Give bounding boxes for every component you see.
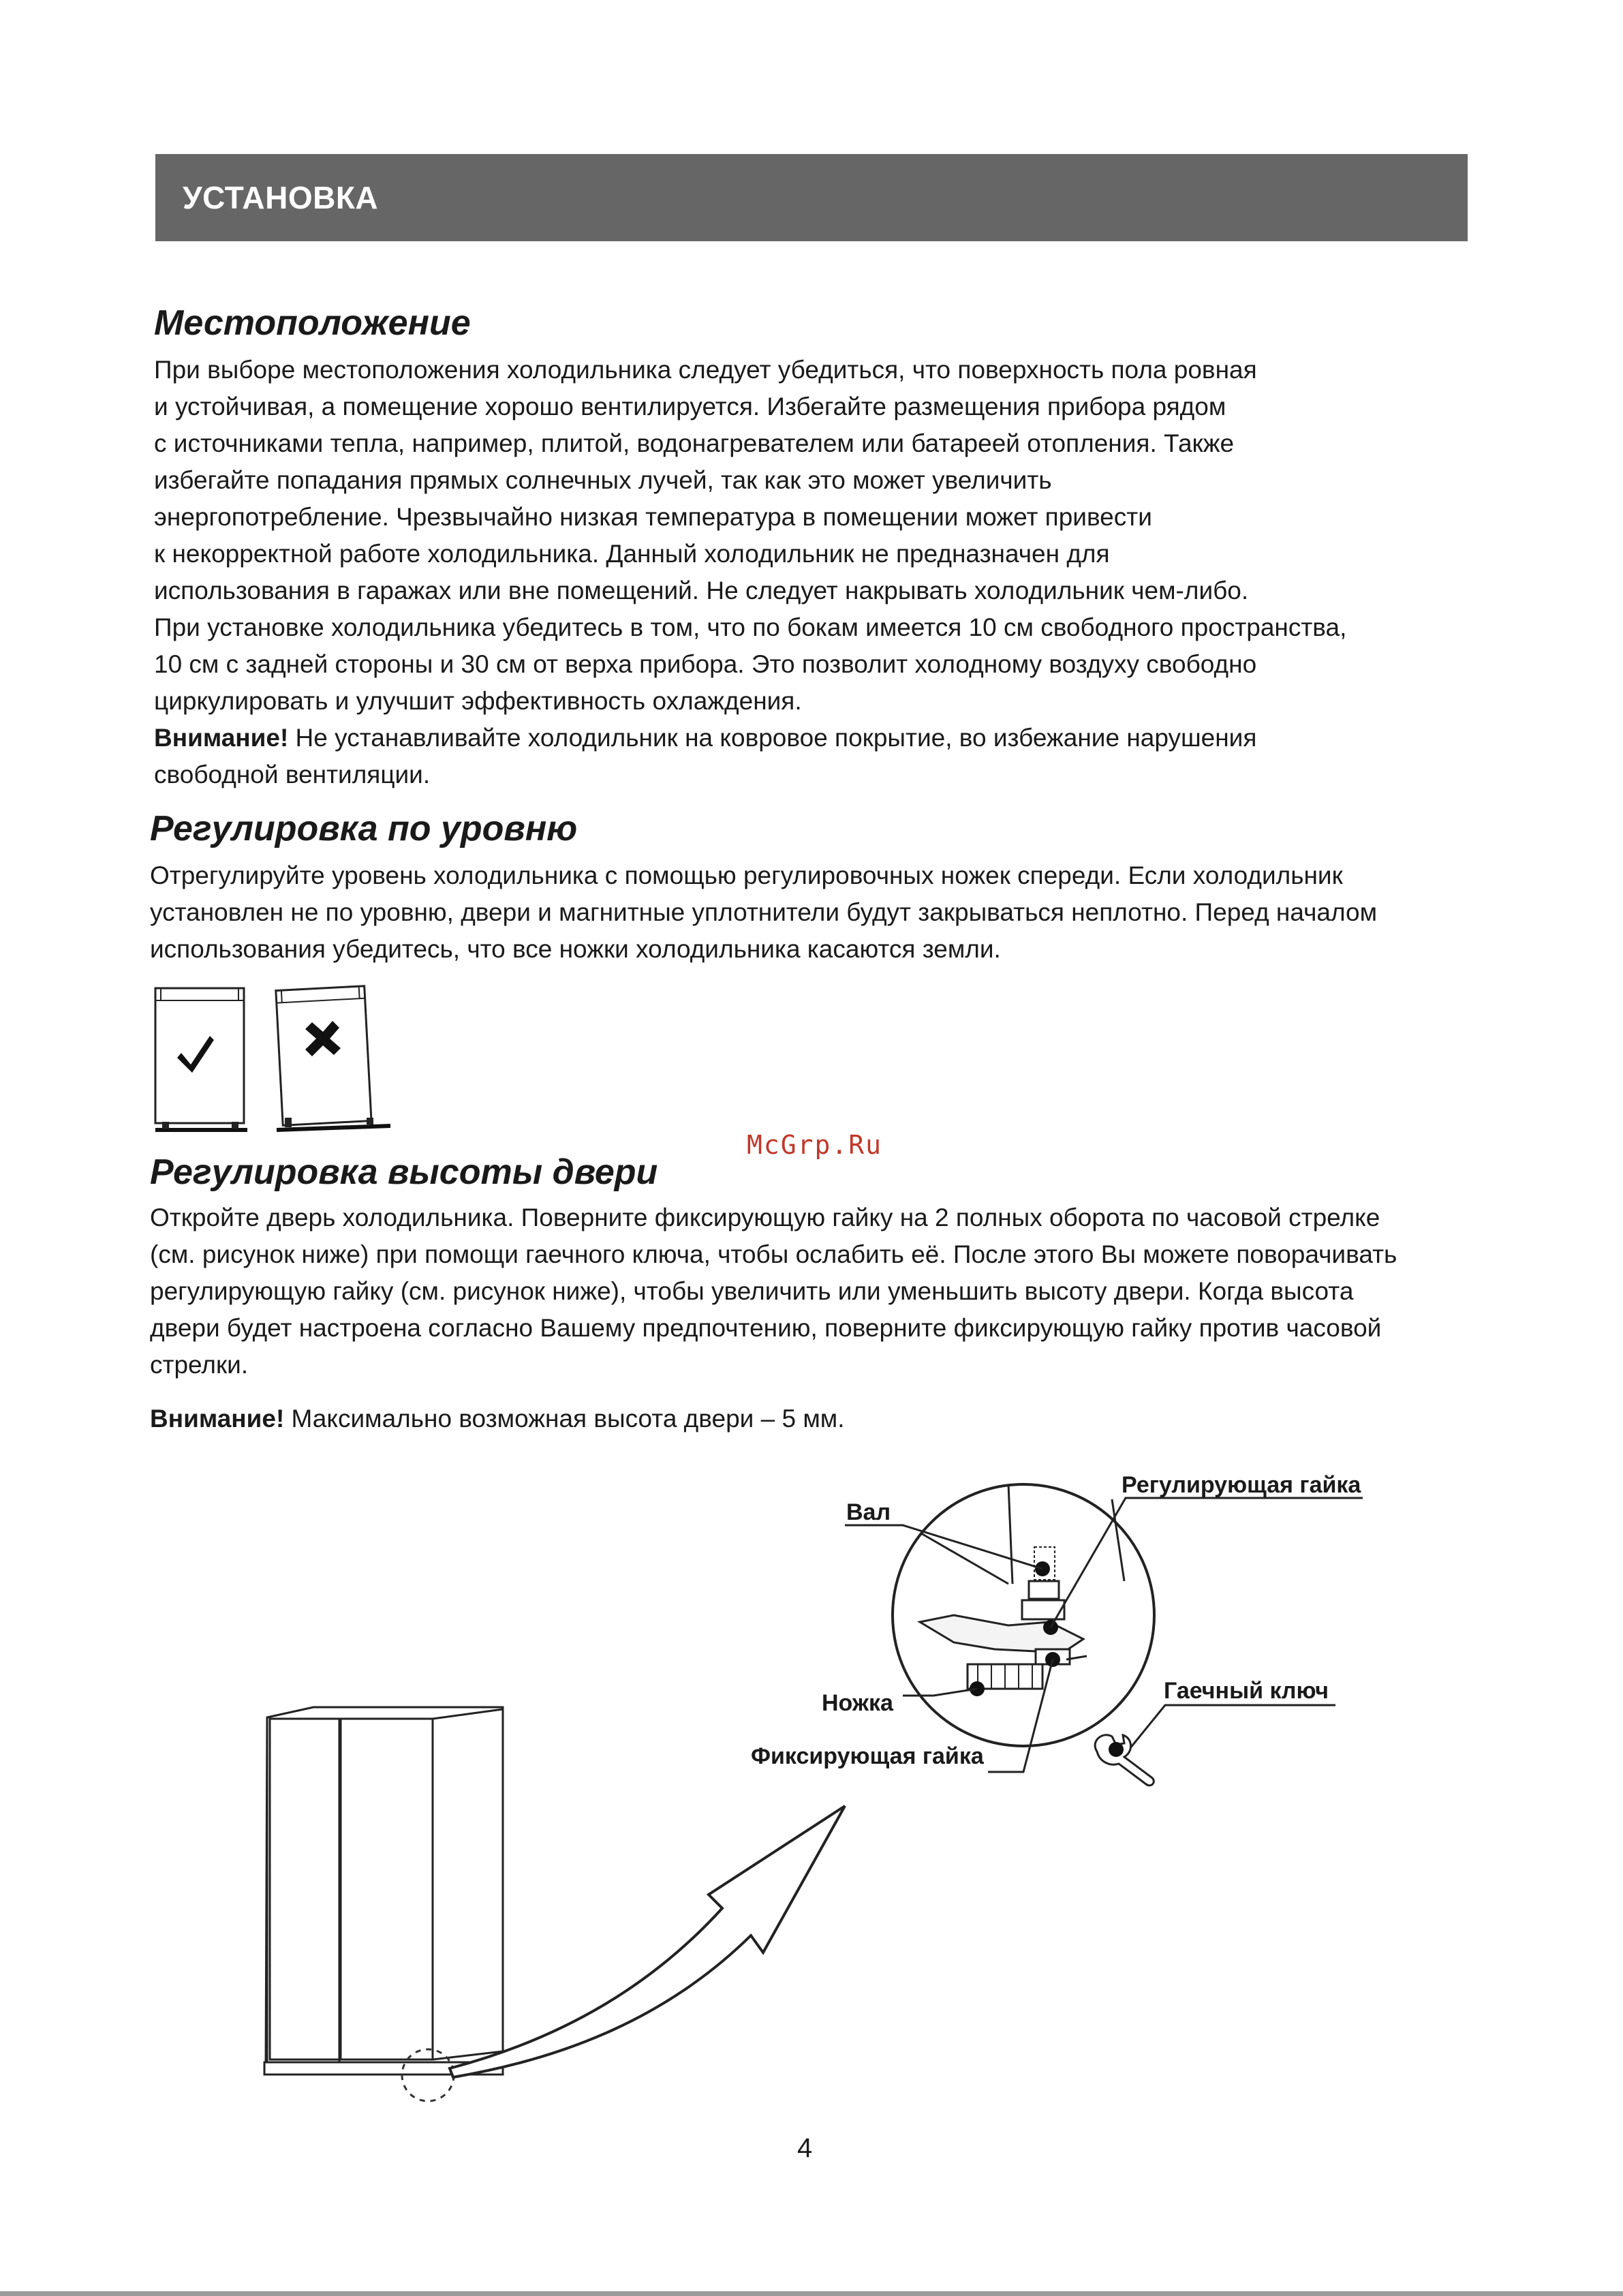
level-incorrect-fridge: [276, 986, 390, 1130]
section-header-banner: [155, 154, 1468, 241]
location-line-10: циркулировать и улучшит эффективность охлаждения.: [154, 687, 802, 715]
door-height-warning-label: Внимание!: [150, 1405, 285, 1433]
label-wrench: Гаечный ключ: [1164, 1678, 1329, 1704]
location-warning-line-2: свободной вентиляции.: [154, 761, 431, 789]
location-line-4: избегайте попадания прямых солнечных лучей, так как это может увеличить: [154, 466, 1052, 494]
page-number: 4: [797, 2133, 813, 2163]
label-foot: Ножка: [822, 1690, 893, 1716]
label-adjusting-nut: Регулирующая гайка: [1122, 1472, 1361, 1498]
location-line-1: При выборе местоположения холодильника следует убедиться, что поверхность пола ровная: [154, 356, 1257, 384]
door-height-diagram: [245, 1452, 1417, 2119]
level-correct-fridge: [155, 988, 247, 1130]
refrigerator-drawing: [264, 1707, 503, 2075]
bottom-border: [0, 2291, 1623, 2296]
label-locking-nut: Фиксирующая гайка: [751, 1743, 984, 1769]
location-line-8: При установке холодильника убедитесь в том, что по бокам имеется 10 см свободного пространства,: [154, 613, 1347, 641]
door-height-line-4: двери будет настроена согласно Вашему предпочтению, поверните фиксирующую гайку против часовой: [150, 1314, 1382, 1342]
section-title: УСТАНОВКА: [183, 180, 379, 215]
door-height-warning-text: Максимально возможная высота двери – 5 мм.: [284, 1405, 845, 1433]
location-line-5: энергопотребление. Чрезвычайно низкая температура в помещении может привести: [154, 503, 1152, 531]
door-height-line-2: (см. рисунок ниже) при помощи гаечного ключа, чтобы ослабить её. После этого Вы можете поворачивать: [150, 1240, 1397, 1268]
leveling-heading: Регулировка по уровню: [150, 809, 578, 848]
location-warning-text: Не устанавливайте холодильник на ковровое покрытие, во избежание нарушения: [288, 724, 1257, 752]
location-heading: Местоположение: [154, 303, 471, 343]
door-height-line-3: регулирующую гайку (см. рисунок ниже), чтобы увеличить или уменьшить высоту двери. Когда высота: [150, 1277, 1354, 1305]
wrench-icon: [1095, 1735, 1154, 1786]
location-line-7: использования в гаражах или вне помещений. Не следует накрывать холодильник чем-либо.: [154, 577, 1249, 604]
location-line-6: к некорректной работе холодильника. Данный холодильник не предназначен для: [154, 540, 1110, 568]
leveling-line-3: использования убедитесь, что все ножки холодильника касаются земли.: [150, 935, 1001, 963]
location-warning: [154, 720, 1346, 756]
location-line-9: 10 см с задней стороны и 30 см от верха прибора. Это позволит холодному воздуху свободно: [154, 650, 1257, 678]
label-shaft: Вал: [846, 1499, 891, 1525]
leveling-line-1: Отрегулируйте уровень холодильника с помощью регулировочных ножек спереди. Если холодильник: [150, 861, 1343, 889]
location-warning-label: Внимание!: [154, 724, 289, 752]
watermark: McGrp.Ru: [747, 1130, 883, 1160]
leveling-paragraph: [150, 857, 1377, 968]
door-height-line-5: стрелки.: [150, 1351, 249, 1379]
location-line-3: с источниками тепла, например, плитой, водонагревателем или батареей отопления. Также: [154, 429, 1235, 457]
door-height-paragraph: [150, 1199, 1397, 1383]
leveling-illustration: [149, 981, 394, 1138]
location-paragraph: [154, 352, 1346, 793]
leveling-line-2: установлен не по уровню, двери и магнитные уплотнители будут закрываться неплотно. Перед началом: [150, 898, 1378, 926]
door-height-heading: Регулировка высоты двери: [150, 1152, 658, 1192]
arrow-icon: [450, 1806, 845, 2077]
hinge-detail: [893, 1484, 1154, 1746]
door-height-warning: [150, 1400, 844, 1437]
location-line-2: и устойчивая, а помещение хорошо вентилируется. Избегайте размещения прибора рядом: [154, 393, 1226, 420]
door-height-line-1: Откройте дверь холодильника. Поверните фиксирующую гайку на 2 полных оборота по часовой стрелке: [150, 1204, 1380, 1231]
